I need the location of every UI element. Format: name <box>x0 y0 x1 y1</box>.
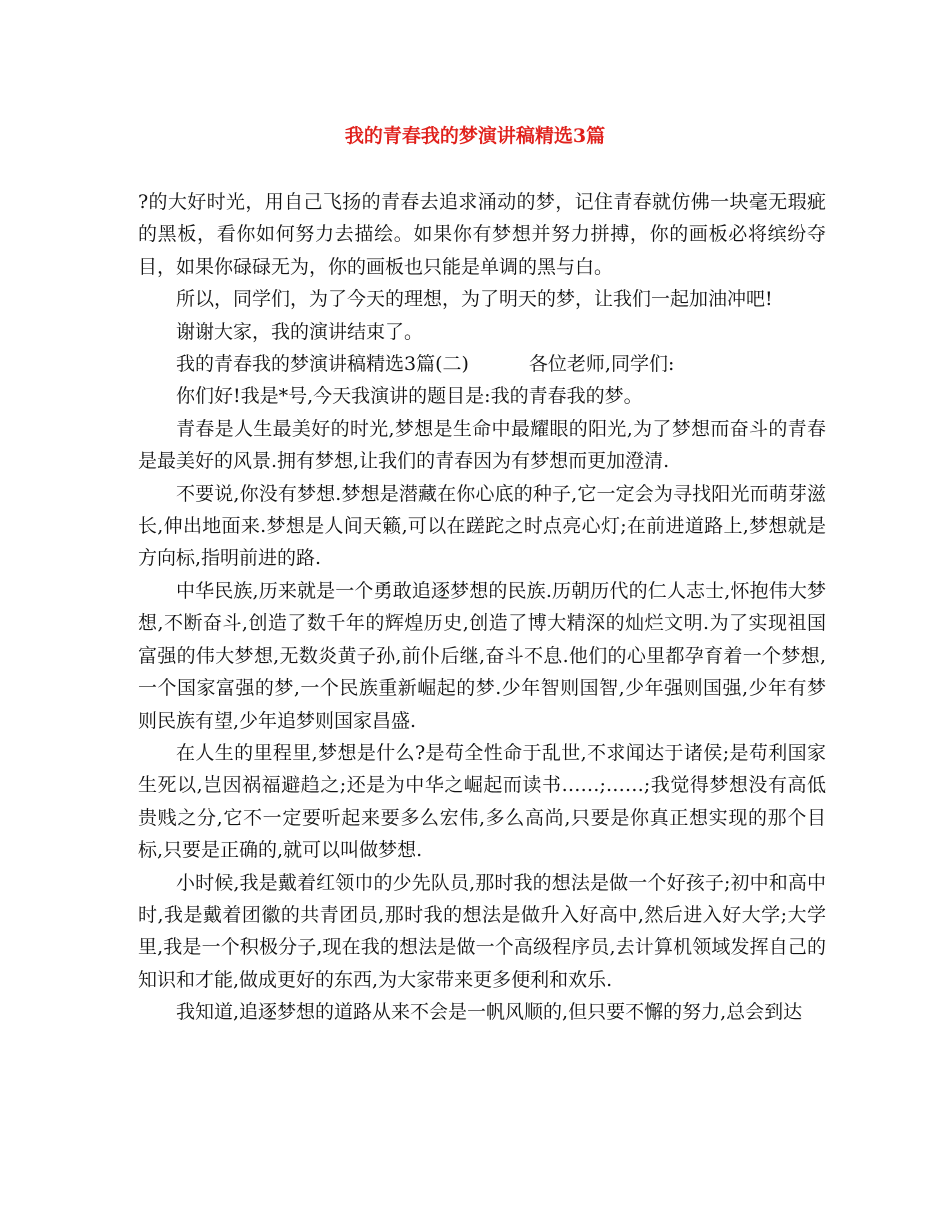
paragraph-2: 所以，同学们，为了今天的理想，为了明天的梦，让我们一起加油冲吧! <box>176 288 773 311</box>
document-title: 我的青春我的梦演讲稿精选3篇 <box>344 125 606 147</box>
paragraph-6: 不要说,你没有梦想.梦想是潜藏在你心底的种子,它一定会为寻找阳光而萌芽滋长,伸出地面来.梦想是人间天籁,可以在蹉跎之时点亮心灯;在前进道路上,梦想就是方向标,指明前进的路. <box>138 482 826 570</box>
greeting: 各位老师,同学们: <box>528 353 675 376</box>
paragraph-1: ?的大好时光，用自己飞扬的青春去追求涌动的梦，记住青春就仿佛一块毫无瑕疵的黑板，看你如何努力去描绘。如果你有梦想并努力拼搏，你的画板必将缤纷夺目，如果你碌碌无为，你的画板也只能是单调的黑与白。 <box>138 191 826 278</box>
paragraph-4: 你们好!我是*号,今天我演讲的题目是:我的青春我的梦。 <box>176 385 643 408</box>
paragraph-3: 谢谢大家，我的演讲结束了。 <box>176 320 424 343</box>
paragraph-5: 青春是人生最美好的时光,梦想是生命中最耀眼的阳光,为了梦想而奋斗的青春是最美好的风景.拥有梦想,让我们的青春因为有梦想而更加澄清. <box>138 417 826 473</box>
paragraph-8: 在人生的里程里,梦想是什么?是苟全性命于乱世,不求闻达于诸侯;是苟利国家生死以,岂因祸福避趋之;还是为中华之崛起而读书……;……;我觉得梦想没有高低贵贱之分,它不一定要听起来要多么宏伟,多么高尚,只要是你真正想实现的那个目标,只要是正确的,就可以叫做梦想. <box>138 741 826 862</box>
paragraph-10: 我知道,追逐梦想的道路从来不会是一帆风顺的,但只要不懈的努力,总会到达 <box>176 1001 803 1024</box>
document-body <box>138 186 826 1029</box>
section-heading-line <box>138 348 826 380</box>
section-heading: 我的青春我的梦演讲稿精选3篇(二) <box>176 353 469 376</box>
paragraph-9: 小时候,我是戴着红领巾的少先队员,那时我的想法是做一个好孩子;初中和高中时,我是戴着团徽的共青团员,那时我的想法是做升入好高中,然后进入好大学;大学里,我是一个积极分子,现在我的想法是做一个高级程序员,去计算机领域发挥自己的知识和才能,做成更好的东西,为大家带来更多便利和欢乐. <box>138 871 826 991</box>
paragraph-7: 中华民族,历来就是一个勇敢追逐梦想的民族.历朝历代的仁人志士,怀抱伟大梦想,不断奋斗,创造了数千年的辉煌历史,创造了博大精深的灿烂文明.为了实现祖国富强的伟大梦想,无数炎黄子孙,前仆后继,奋斗不息.他们的心里都孕育着一个梦想,一个国家富强的梦,一个民族重新崛起的梦.少年智则国智,少年强则国强,少年有梦则民族有望,少年追梦则国家昌盛. <box>138 579 826 732</box>
